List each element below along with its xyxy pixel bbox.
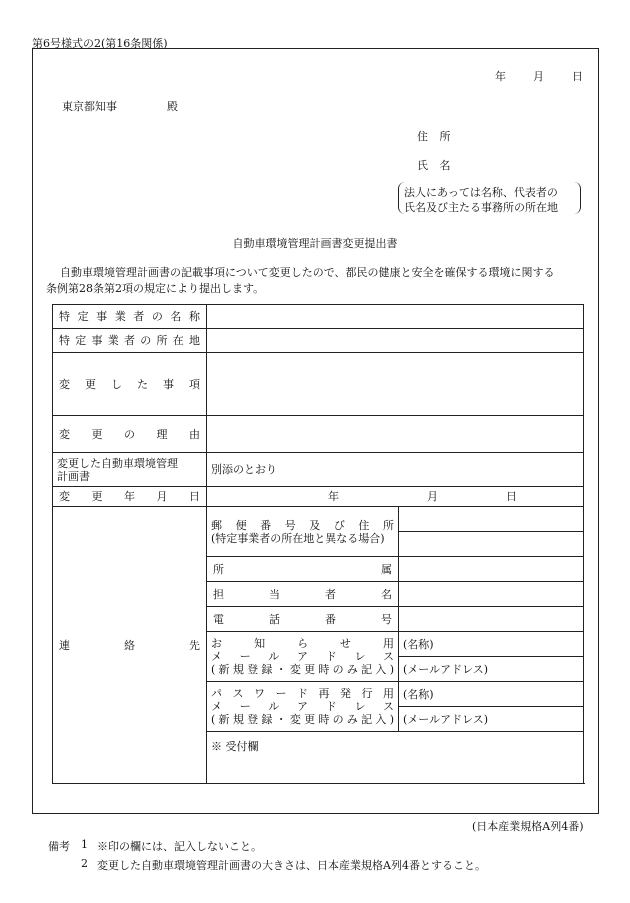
address-field[interactable] xyxy=(399,532,584,557)
password-email-label xyxy=(207,682,399,732)
change-reason-label: 変更の理由 xyxy=(53,416,207,453)
changed-plan-label xyxy=(53,453,207,487)
remarks-item1-number: 1 xyxy=(81,838,88,851)
body-text-line2: 条例第28条第2項の規定により提出します。 xyxy=(46,282,265,295)
change-date-year: 年 xyxy=(328,490,339,503)
password-email-label-line2: メールアドレス xyxy=(211,700,394,713)
change-form-table xyxy=(52,304,584,784)
reception-field: ※ 受付欄 xyxy=(207,732,584,784)
change-reason-field[interactable] xyxy=(207,416,584,453)
table-row xyxy=(53,453,584,487)
corporate-note-line2: 氏名及び主たる事務所の所在地 xyxy=(404,201,558,214)
changed-plan-label-line2: 計画書 xyxy=(57,469,90,483)
body-text-line1: 自動車環境管理計画書の記載事項について変更したので、都民の健康と安全を確保する環境に関する xyxy=(60,266,555,279)
person-in-charge-label: 担当者名 xyxy=(207,582,399,607)
jis-size-note: (日本産業規格A列4番) xyxy=(472,820,584,833)
password-email-field[interactable]: (メールアドレス) xyxy=(399,707,584,732)
postal-address-label-line1: 郵便番号及び住所 xyxy=(211,518,394,532)
date-day-label: 日 xyxy=(572,70,583,83)
postal-address-label xyxy=(207,507,399,557)
corporate-note-line1: 法人にあっては名称、代表者の xyxy=(404,186,558,199)
person-in-charge-field[interactable] xyxy=(399,582,584,607)
table-row xyxy=(53,416,584,453)
notice-email-label-line2: メールアドレス xyxy=(211,650,394,663)
remarks-label: 備考 xyxy=(48,840,70,853)
business-name-field[interactable] xyxy=(207,305,584,329)
addressee-name: 東京都知事 xyxy=(62,100,117,113)
postal-address-label-line2: (特定事業者の所在地と異なる場合) xyxy=(211,531,385,545)
applicant-address-label: 住 所 xyxy=(417,130,455,143)
remarks-item2: 変更した自動車環境管理計画書の大きさは、日本産業規格A列4番とすること。 xyxy=(97,859,486,872)
table-row xyxy=(53,329,584,353)
change-date-day: 日 xyxy=(506,490,517,503)
password-name-field[interactable]: (名称) xyxy=(399,682,584,707)
date-year-label: 年 xyxy=(495,70,506,83)
postal-code-field[interactable] xyxy=(399,507,584,532)
phone-number-label: 電話番号 xyxy=(207,607,399,632)
change-date-field[interactable] xyxy=(207,487,584,507)
business-location-label: 特定事業者の所在地 xyxy=(53,329,207,353)
notice-email-label-line1: お知らせ用 xyxy=(211,637,394,650)
affiliation-label: 所属 xyxy=(207,557,399,582)
password-email-label-line3: (新規登録・変更時のみ記入) xyxy=(211,713,394,726)
notice-name-field[interactable]: (名称) xyxy=(399,632,584,657)
changed-item-field[interactable] xyxy=(207,353,584,416)
changed-plan-label-line1: 変更した自動車環境管理 xyxy=(57,456,178,470)
table-row xyxy=(53,305,584,329)
table-row xyxy=(53,507,584,532)
business-location-field[interactable] xyxy=(207,329,584,353)
document-title: 自動車環境管理計画書変更提出書 xyxy=(232,237,398,250)
remarks-item1: ※印の欄には、記入しないこと。 xyxy=(97,840,262,853)
applicant-name-label: 氏 名 xyxy=(417,159,455,172)
notice-email-label-line3: (新規登録・変更時のみ記入) xyxy=(211,663,394,676)
form-number: 第6号様式の2(第16条関係) xyxy=(32,37,168,50)
notice-email-label xyxy=(207,632,399,682)
phone-number-field[interactable] xyxy=(399,607,584,632)
addressee-honorific: 殿 xyxy=(167,100,178,113)
change-date-label: 変更年月日 xyxy=(53,487,207,507)
contact-label: 連絡先 xyxy=(53,507,207,784)
remarks-item2-number: 2 xyxy=(81,857,88,870)
notice-email-field[interactable]: (メールアドレス) xyxy=(399,657,584,682)
password-email-label-line1: パスワード再発行用 xyxy=(211,687,394,700)
change-date-month: 月 xyxy=(427,490,438,503)
affiliation-field[interactable] xyxy=(399,557,584,582)
date-month-label: 月 xyxy=(533,70,544,83)
table-row xyxy=(53,353,584,416)
business-name-label: 特定事業者の名称 xyxy=(53,305,207,329)
changed-plan-value: 別添のとおり xyxy=(207,453,584,487)
changed-item-label: 変更した事項 xyxy=(53,353,207,416)
table-row xyxy=(53,487,584,507)
